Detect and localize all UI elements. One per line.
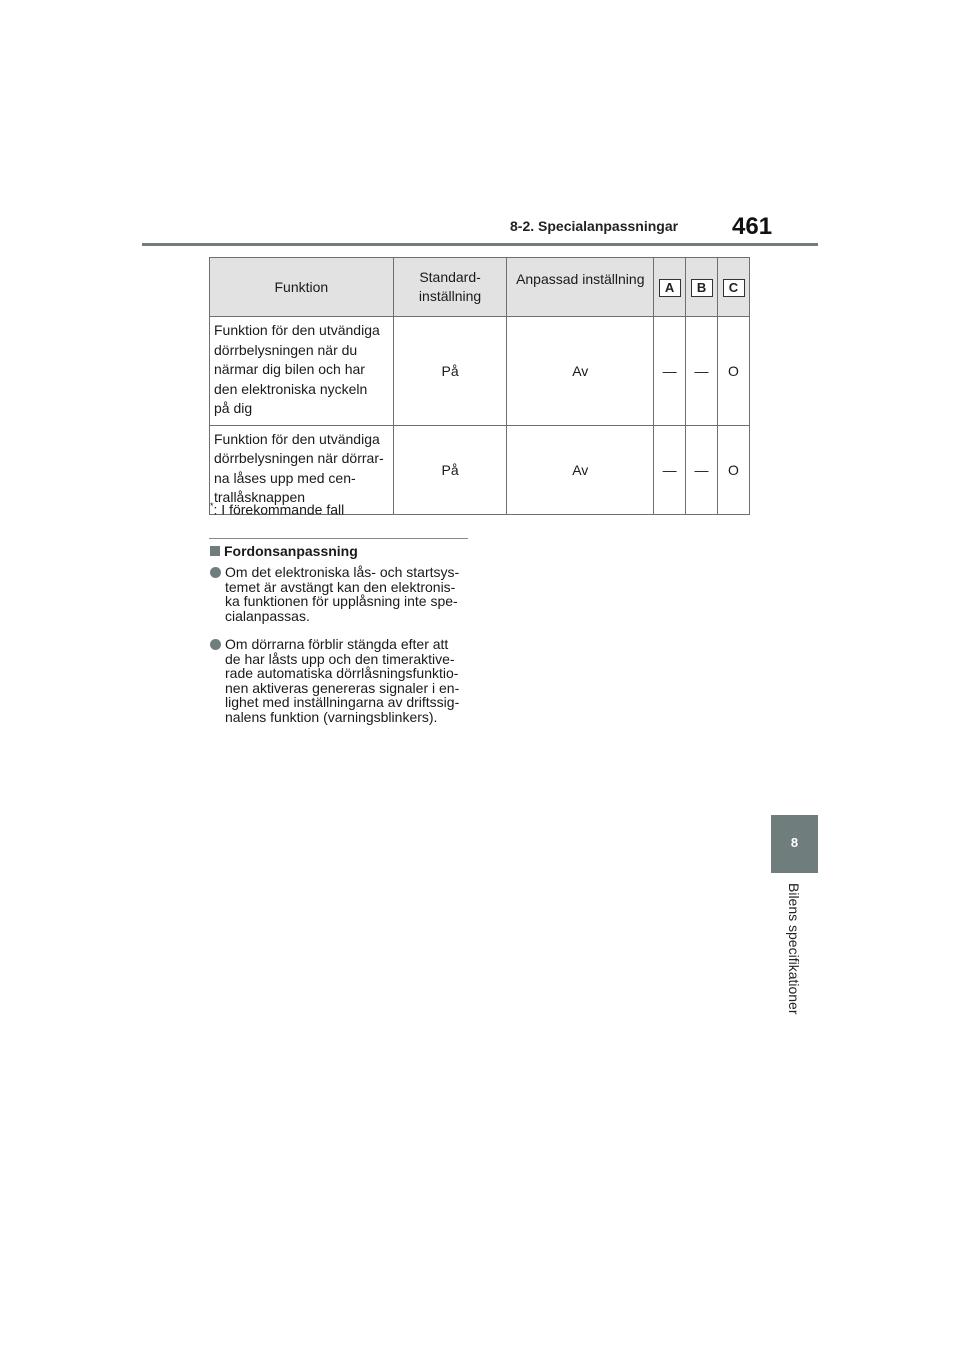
table-header-row xyxy=(210,258,750,317)
cell-c: O xyxy=(718,425,750,514)
cell-a: — xyxy=(654,425,686,514)
list-item xyxy=(210,565,470,623)
footnote xyxy=(210,501,344,518)
chapter-label: Bilens specifikationer xyxy=(786,883,802,1015)
funktion-line: på dig xyxy=(214,400,253,416)
section-heading-text: Fordonsanpassning xyxy=(224,543,358,559)
cell-anpassad: Av xyxy=(507,317,654,426)
cell-anpassad: Av xyxy=(507,425,654,514)
header-letter-c xyxy=(718,258,750,317)
footnote-mark: * xyxy=(210,501,214,511)
cell-funktion xyxy=(210,317,394,426)
text-line: temet är avstängt kan den elektronis- xyxy=(225,578,456,595)
header-standard-line-2: inställning xyxy=(418,288,482,304)
text-line: rade automatiska dörrlåsningsfunktio- xyxy=(225,665,459,682)
text-line: nalens funktion (varningsblinkers). xyxy=(225,708,438,725)
text-line: ka funktionen för upplåsning inte spe- xyxy=(225,593,458,610)
section-heading xyxy=(210,543,358,559)
cell-b: — xyxy=(686,425,718,514)
cell-standard: På xyxy=(393,317,507,426)
funktion-line: närmar dig bilen och har xyxy=(214,361,365,377)
header-letter-a xyxy=(654,258,686,317)
header-standard-line-1: Standard- xyxy=(419,269,481,285)
funktion-line: den elektroniska nyckeln xyxy=(214,380,368,397)
text-line: cialanpassas. xyxy=(225,607,310,624)
funktion-line: dörrbelysningen när du xyxy=(214,341,358,358)
chapter-number: 8 xyxy=(790,835,799,850)
funktion-line: dörrbelysningen när dörrar- xyxy=(214,450,384,466)
section-divider xyxy=(209,538,468,539)
letter-box-a: A xyxy=(659,279,681,297)
list-item-text xyxy=(225,565,470,623)
cell-c: O xyxy=(718,317,750,426)
header-letter-b xyxy=(686,258,718,317)
customization-table xyxy=(209,257,750,515)
cell-b: — xyxy=(686,317,718,426)
chapter-tab xyxy=(771,815,818,873)
section-title: 8-2. Specialanpassningar xyxy=(510,218,679,234)
text-line: de har låsts upp och den timeraktive- xyxy=(225,650,455,667)
table-row xyxy=(210,317,750,426)
header-standard xyxy=(393,258,507,317)
header-anpassad: Anpassad inställning xyxy=(507,258,654,317)
list-item-text xyxy=(225,637,470,725)
funktion-line: Funktion för den utvändiga xyxy=(214,430,380,447)
circle-bullet-icon xyxy=(210,639,221,650)
list-item xyxy=(210,637,470,725)
text-line: Om dörrarna förblir stängda efter att xyxy=(225,636,449,652)
header-rule xyxy=(142,243,818,246)
footnote-text: : I förekommande fall xyxy=(213,501,345,518)
funktion-line: na låses upp med cen- xyxy=(214,469,356,486)
letter-box-b: B xyxy=(691,279,713,297)
text-line: lighet med inställningarna av driftssig- xyxy=(225,694,460,711)
text-line: Om det elektroniska lås- och startsys- xyxy=(225,564,460,580)
letter-box-c: C xyxy=(723,279,745,297)
text-line: nen aktiveras genereras signaler i en- xyxy=(225,679,460,696)
circle-bullet-icon xyxy=(210,567,221,578)
cell-a: — xyxy=(654,317,686,426)
square-bullet-icon xyxy=(210,546,220,556)
funktion-line: trallåsknappen xyxy=(214,489,306,505)
funktion-line: Funktion för den utvändiga xyxy=(214,322,380,338)
cell-standard: På xyxy=(393,425,507,514)
page-number: 461 xyxy=(732,213,773,240)
header-funktion: Funktion xyxy=(210,258,394,317)
